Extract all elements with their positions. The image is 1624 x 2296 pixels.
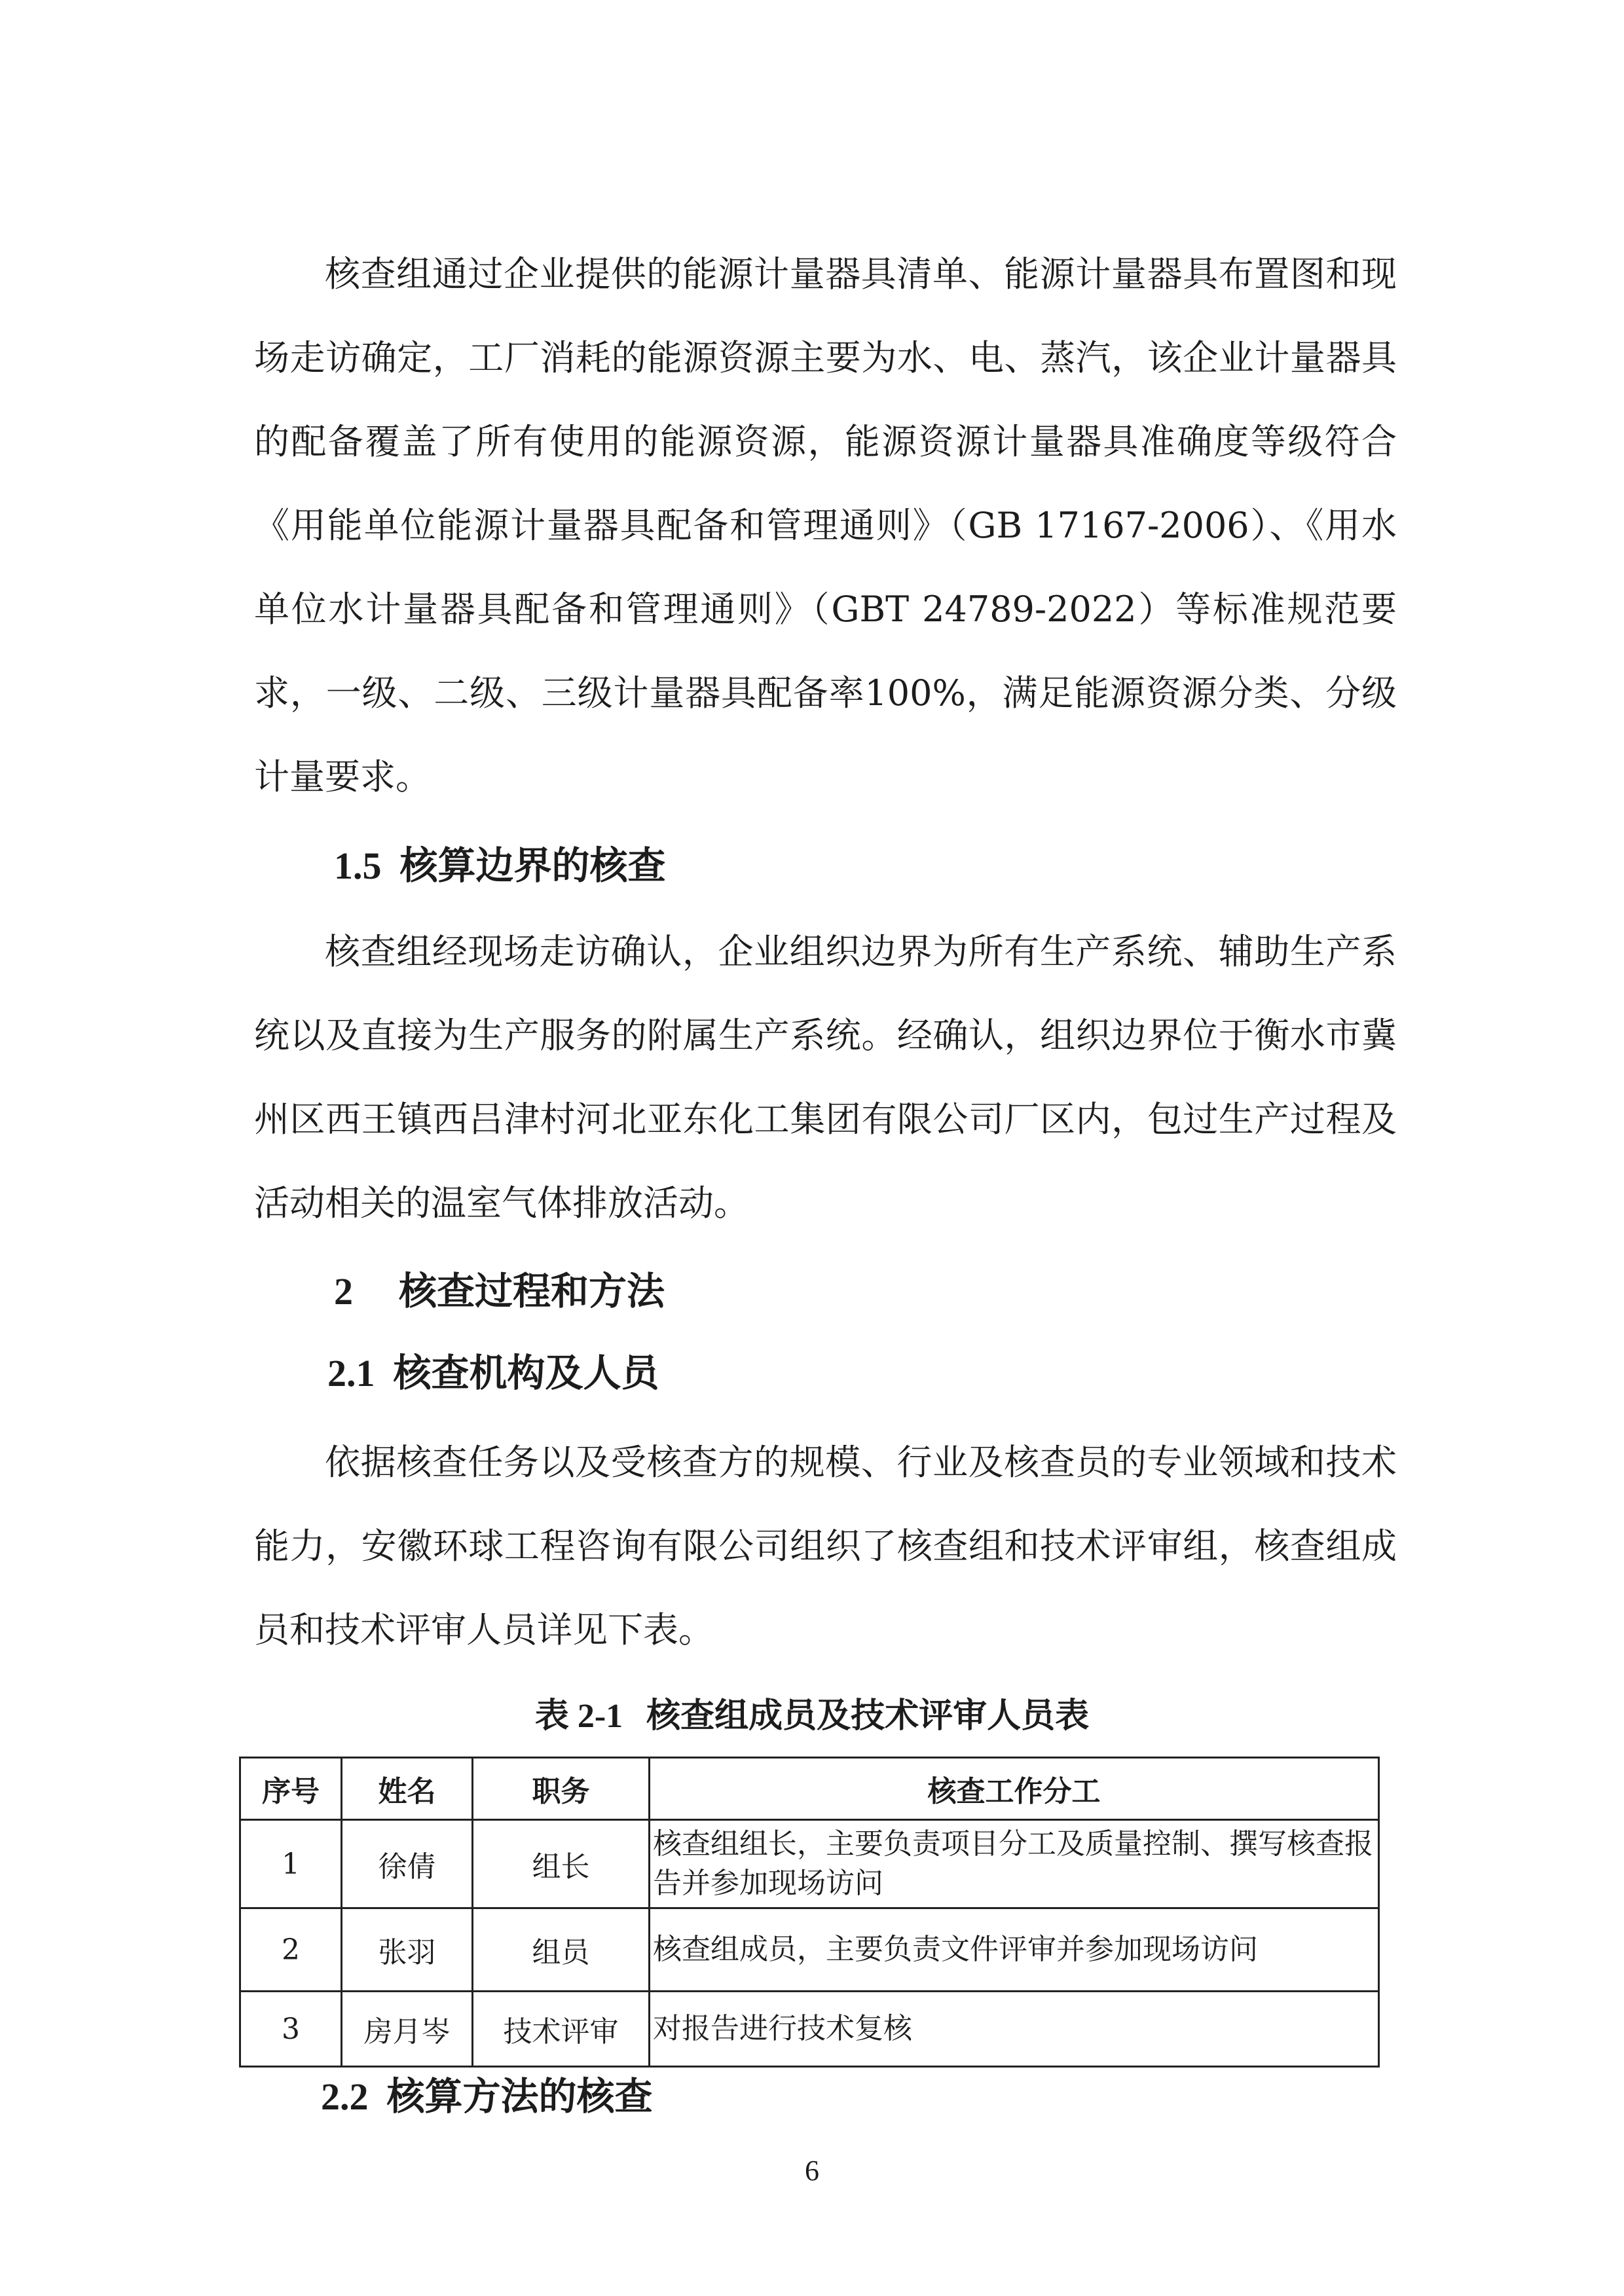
- cell-index: 3: [240, 1992, 342, 2067]
- heading-number: 2.2: [321, 2075, 369, 2118]
- heading-number: 2: [334, 1270, 353, 1313]
- heading-number: 2.1: [327, 1352, 375, 1394]
- paragraph-personnel: 依据核查任务以及受核查方的规模、行业及核查员的专业领域和技术能力，安徽环球工程咨询有限公司组织了核查组和技术评审组，核查组成员和技术评审人员详见下表。: [254, 1442, 1397, 1650]
- heading-2-2: [321, 2066, 653, 2121]
- caption-number: 表 2-1: [534, 1698, 623, 1735]
- header-role: 职务: [473, 1758, 650, 1820]
- header-name: 姓名: [342, 1758, 473, 1820]
- cell-work: 核查组成员，主要负责文件评审并参加现场访问: [650, 1908, 1379, 1992]
- paragraph-metering: 核查组通过企业提供的能源计量器具清单、能源计量器具布置图和现场走访确定，工厂消耗的能源资源主要为水、电、蒸汽，该企业计量器具的配备覆盖了所有使用的能源资源，能源资源计量器具准确度等级符合《用能单位能源计量器具配备和管理通则》（GB 17167-2006）、《用水单位水计量器具配备和管理通则》（GBT 24789-2022）等标准规范要求，一级、二级、三级计量器具配备率100%，满足能源资源分类、分级计量要求。: [254, 253, 1397, 797]
- heading-1-5: [334, 835, 666, 890]
- cell-name: 徐倩: [342, 1820, 473, 1908]
- page-number: 6: [805, 2155, 819, 2187]
- table-caption: [0, 1688, 1624, 1737]
- header-index: 序号: [240, 1758, 342, 1820]
- heading-2-1: [327, 1342, 659, 1397]
- cell-role: 技术评审: [473, 1992, 650, 2067]
- table-row: [240, 1820, 1379, 1908]
- cell-work: 核查组组长，主要负责项目分工及质量控制、撰写核查报告并参加现场访问: [650, 1820, 1379, 1908]
- paragraph-boundary: 核查组经现场走访确认，企业组织边界为所有生产系统、辅助生产系统以及直接为生产服务的附属生产系统。经确认，组织边界位于衡水市冀州区西王镇西吕津村河北亚东化工集团有限公司厂区内，包过生产过程及活动相关的温室气体排放活动。: [254, 931, 1397, 1224]
- header-work: 核查工作分工: [650, 1758, 1379, 1820]
- caption-text: 核查组成员及技术评审人员表: [646, 1696, 1090, 1736]
- cell-role: 组长: [473, 1820, 650, 1908]
- heading-text: 核算边界的核查: [399, 843, 666, 888]
- staff-table: [239, 1757, 1380, 2068]
- cell-name: 房月岑: [342, 1992, 473, 2067]
- heading-2: [334, 1260, 665, 1315]
- heading-number: 1.5: [334, 845, 382, 887]
- cell-name: 张羽: [342, 1908, 473, 1992]
- cell-index: 1: [240, 1820, 342, 1908]
- cell-work: 对报告进行技术复核: [650, 1992, 1379, 2067]
- heading-text: 核查机构及人员: [393, 1351, 659, 1395]
- cell-role: 组员: [473, 1908, 650, 1992]
- heading-text: 核算方法的核查: [386, 2074, 653, 2119]
- cell-index: 2: [240, 1908, 342, 1992]
- table-header-row: [240, 1758, 1379, 1820]
- table-row: [240, 1992, 1379, 2067]
- table-row: [240, 1908, 1379, 1992]
- heading-text: 核查过程和方法: [399, 1269, 665, 1313]
